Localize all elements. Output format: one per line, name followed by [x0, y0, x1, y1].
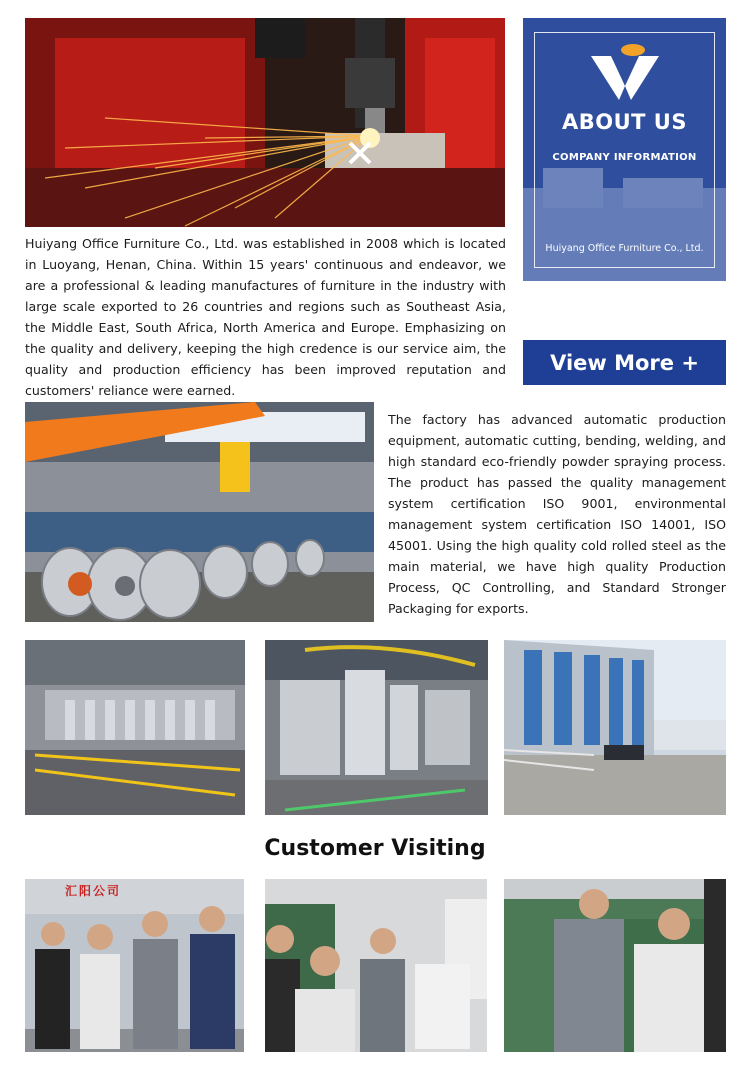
company-name: Huiyang Office Furniture Co., Ltd. [545, 243, 704, 254]
steel-coils-photo [25, 402, 374, 622]
intro-paragraph: Huiyang Office Furniture Co., Ltd. was established in 2008 which is located in Luoyang, Henan, China. Within 15 years' continuous and endeavor, we are a professional & leading manufactures of furniture in the industry with large scale exported to 26 countries and regions such as Southeast Asia, the Middle East, South Africa, North America and Europe. Emphasizing on the quality and delivery, keeping the high credence is our service aim, the quality and production efficiency has been improved reputation and customers' reliance were earned. [25, 236, 506, 398]
customer-visiting-title: Customer Visiting [264, 836, 486, 861]
customer-inspection-photo [265, 879, 487, 1052]
laser-cutting-photo [25, 18, 505, 227]
customer-group-photo [25, 879, 244, 1052]
company-banner-text: 汇阳公司 [65, 884, 122, 898]
factory-paragraph: The factory has advanced automatic production equipment, automatic cutting, bending, welding, and high standard eco-friendly powder spraying process. The product has passed the quality management system certification ISO 9001, environmental management system certification ISO 14001, ISO 45001. Using the high quality cold rolled steel as the main material, we have high quality Production Process, QC Controlling, and Standard Stronger Packaging for exports. [388, 412, 726, 616]
about-us-title: ABOUT US [562, 110, 687, 134]
customer-cabinet-check-photo [504, 879, 726, 1052]
company-information-subtitle: COMPANY INFORMATION [552, 152, 697, 163]
coated-panels-photo [265, 640, 488, 815]
factory-exterior-photo [504, 640, 726, 815]
view-more-button[interactable]: View More + [523, 340, 726, 385]
hy-logo-icon [589, 42, 661, 104]
about-us-card [523, 18, 726, 281]
powder-coating-line-photo [25, 640, 245, 815]
